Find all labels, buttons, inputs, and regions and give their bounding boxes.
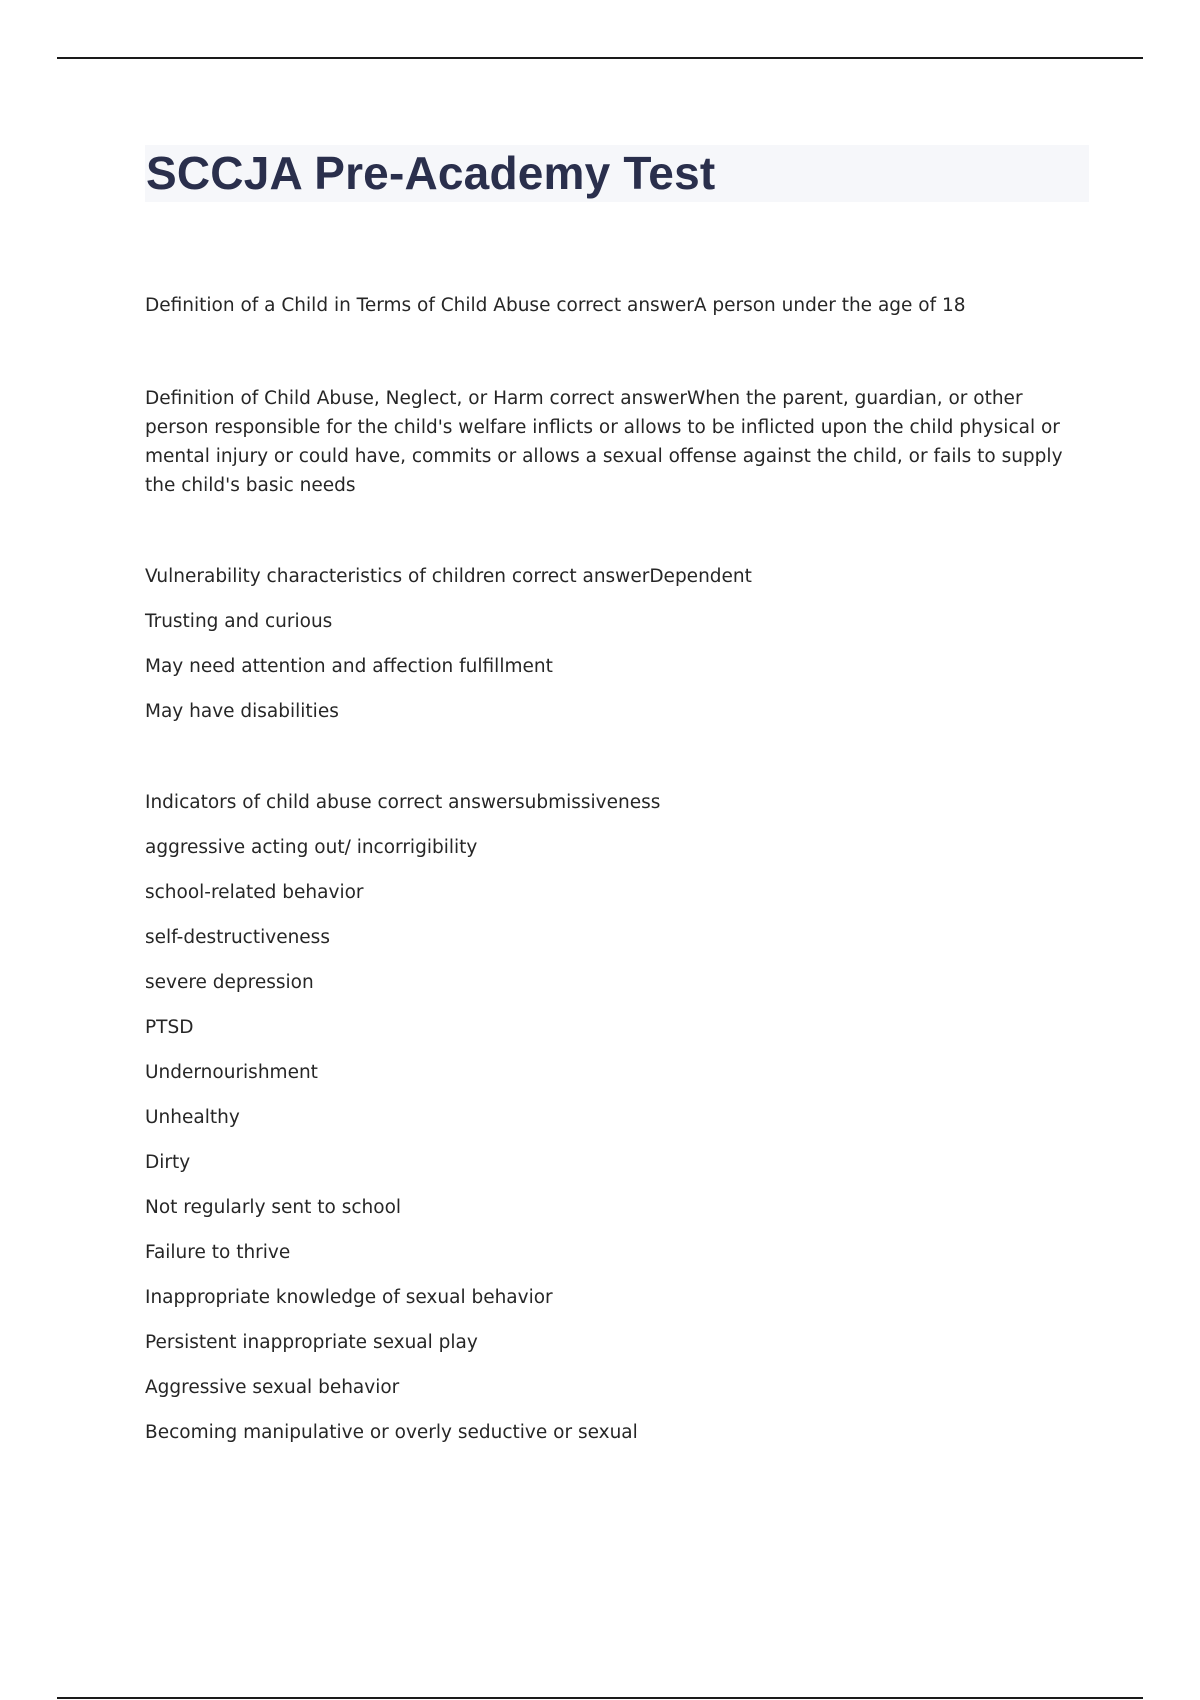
qa-line xyxy=(145,563,1085,592)
list-item: Failure to thrive xyxy=(145,1242,291,1263)
list-item: Becoming manipulative or overly seductive or sexual xyxy=(145,1422,638,1443)
qa-entry-vulnerability xyxy=(145,563,1085,727)
document-body xyxy=(145,292,1085,1448)
list-item: Persistent inappropriate sexual play xyxy=(145,1332,478,1353)
qa-line xyxy=(145,292,1085,321)
answer-text: submissiveness xyxy=(514,792,661,813)
qa-entry-indicators xyxy=(145,789,1085,1448)
question-text: Vulnerability characteristics of children correct answer xyxy=(145,565,650,587)
top-rule xyxy=(57,57,1143,59)
qa-line xyxy=(145,789,1085,818)
qa-entry-abuse-definition xyxy=(145,384,1085,500)
list-item: Trusting and curious xyxy=(145,610,333,632)
question-text: Indicators of child abuse correct answer xyxy=(145,792,515,813)
list-item: May need attention and affection fulfillment xyxy=(145,655,553,677)
answer-text: Dependent xyxy=(649,565,752,587)
answer-text: When the parent, guardian, or other person responsible for the child's welfare inflicts or allows to be inflicted upon the child physical or mental injury or could have, commits or allows a sexual offense against the child, or fails to supply the child's basic needs xyxy=(145,387,1063,496)
qa-entry-child-definition xyxy=(145,292,1085,321)
list-item: school-related behavior xyxy=(145,882,364,903)
list-item: Unhealthy xyxy=(145,1107,240,1128)
list-item: Aggressive sexual behavior xyxy=(145,1377,400,1398)
list-item: May have disabilities xyxy=(145,700,339,722)
document-title: SCCJA Pre-Academy Test xyxy=(146,147,716,199)
list-item: Dirty xyxy=(145,1152,191,1173)
question-text: Definition of Child Abuse, Neglect, or Harm correct answer xyxy=(145,387,688,409)
list-item: severe depression xyxy=(145,972,314,993)
list-item: PTSD xyxy=(145,1017,194,1038)
list-item: Undernourishment xyxy=(145,1062,318,1083)
answer-text: A person under the age of 18 xyxy=(693,295,966,316)
list-item: aggressive acting out/ incorrigibility xyxy=(145,837,478,858)
list-item: Inappropriate knowledge of sexual behavior xyxy=(145,1287,553,1308)
list-item: self-destructiveness xyxy=(145,927,330,948)
list-item: Not regularly sent to school xyxy=(145,1197,402,1218)
question-text: Definition of a Child in Terms of Child Abuse correct answer xyxy=(145,295,694,316)
qa-line xyxy=(145,384,1085,500)
bottom-rule xyxy=(57,1697,1143,1699)
